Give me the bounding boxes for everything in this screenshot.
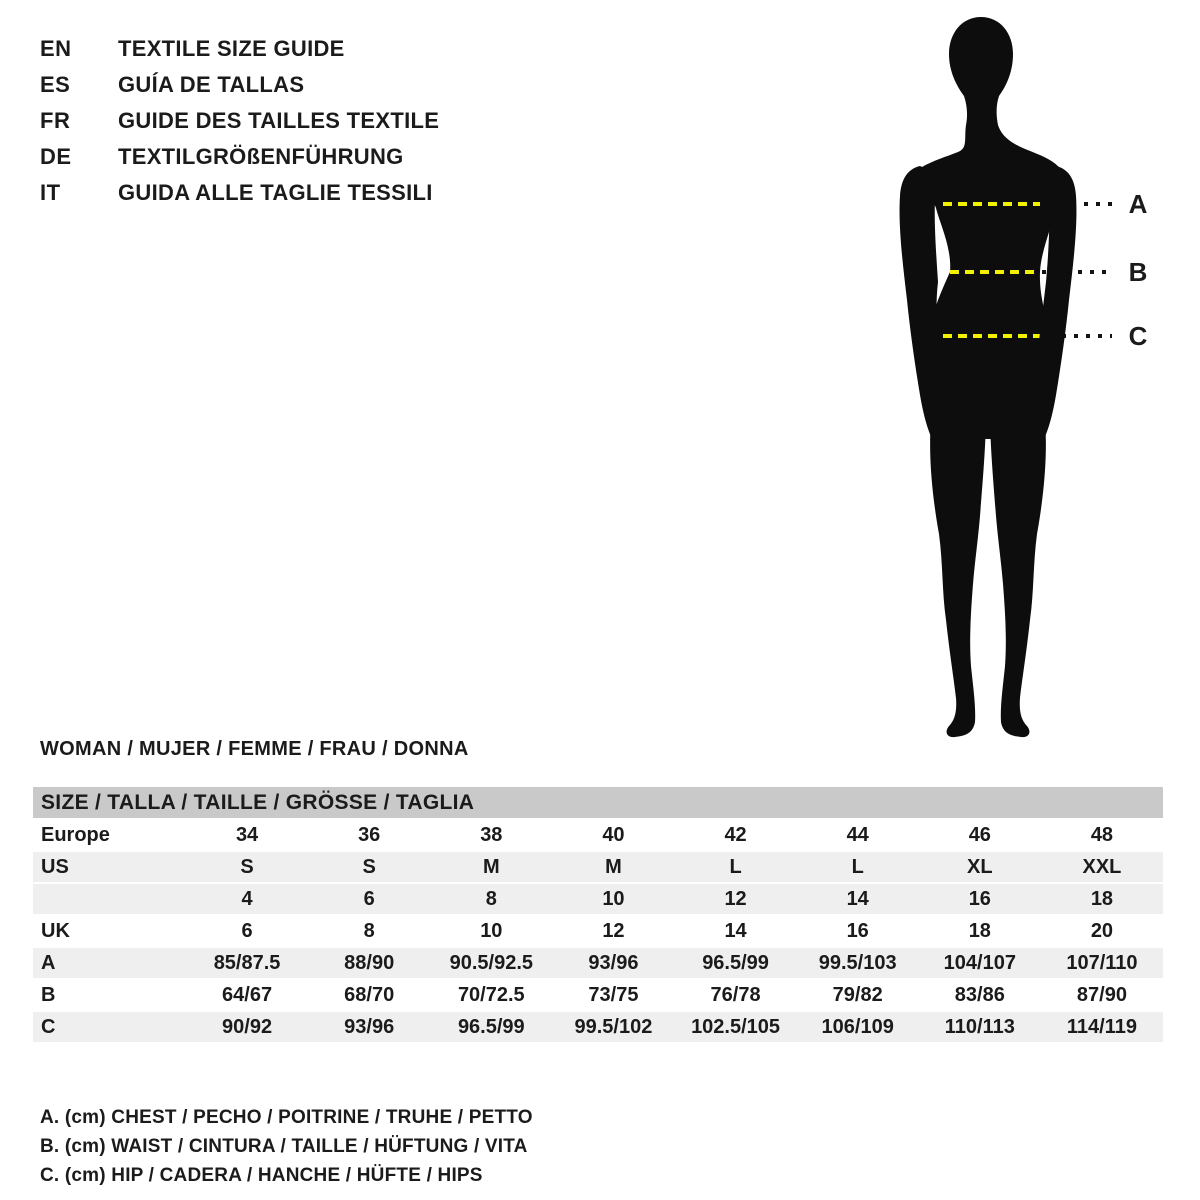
size-cell: 79/82: [832, 983, 883, 1006]
silhouette-right-leg: [990, 406, 1046, 737]
row-label: C: [33, 1011, 186, 1043]
size-cell: 18: [1041, 883, 1163, 915]
size-cell: 110/113: [919, 1011, 1041, 1043]
size-table: [33, 787, 1163, 1044]
size-cell: 12: [602, 919, 625, 942]
language-code: EN: [40, 36, 72, 61]
size-cell: 99.5/103: [797, 947, 919, 979]
language-title-list: [40, 31, 439, 211]
size-cell: M: [430, 851, 552, 883]
row-label: A: [33, 947, 186, 979]
legend-line-c: C. (cm) HIP / CADERA / HANCHE / HÜFTE / HIPS: [40, 1165, 483, 1186]
size-cell: 88/90: [308, 947, 430, 979]
size-cell: 38: [480, 823, 503, 846]
size-cell: 114/119: [1041, 1011, 1163, 1043]
size-cell: L: [797, 851, 919, 883]
size-cell: 34: [235, 823, 259, 846]
row-label: Europe: [41, 823, 110, 846]
size-cell: 16: [846, 919, 869, 942]
size-table-row-us: [33, 851, 1163, 883]
language-row-en: [40, 31, 439, 67]
language-row-es: [40, 67, 439, 103]
woman-silhouette-figure: [860, 8, 1160, 748]
size-table-row-b: [33, 979, 1163, 1011]
size-cell: 6: [308, 883, 430, 915]
size-cell: 99.5/102: [552, 1011, 674, 1043]
size-cell: 90/92: [186, 1011, 308, 1043]
size-cell: 40: [602, 823, 625, 846]
size-cell: 107/110: [1041, 947, 1163, 979]
size-cell: 6: [241, 919, 253, 942]
size-cell: 44: [846, 823, 869, 846]
row-label: B: [41, 983, 56, 1006]
size-cell: 20: [1090, 919, 1114, 942]
size-cell: 85/87.5: [186, 947, 308, 979]
size-cell: 36: [358, 823, 381, 846]
size-cell: 10: [552, 883, 674, 915]
row-label: [33, 883, 186, 915]
size-cell: 93/96: [552, 947, 674, 979]
legend-line-a: A. (cm) CHEST / PECHO / POITRINE / TRUHE / PETTO: [40, 1107, 533, 1128]
size-cell: 68/70: [344, 983, 395, 1006]
guide-title-text: TEXTILGRÖßENFÜHRUNG: [118, 144, 404, 169]
size-cell: 48: [1090, 823, 1114, 846]
size-cell: 10: [480, 919, 503, 942]
size-cell: XXL: [1041, 851, 1163, 883]
size-cell: 42: [724, 823, 747, 846]
measure-label-c: C: [1128, 321, 1148, 351]
size-cell: 104/107: [919, 947, 1041, 979]
guide-title-text: GUÍA DE TALLAS: [118, 72, 305, 97]
size-cell: 18: [968, 919, 991, 942]
size-cell: 93/96: [308, 1011, 430, 1043]
size-cell: 12: [675, 883, 797, 915]
row-label: US: [33, 851, 186, 883]
size-cell: 14: [797, 883, 919, 915]
size-cell: 83/86: [954, 983, 1005, 1006]
size-cell: 4: [186, 883, 308, 915]
size-table-row-c: [33, 1011, 1163, 1043]
row-label: UK: [41, 919, 70, 942]
size-cell: 16: [919, 883, 1041, 915]
measure-label-b: B: [1128, 257, 1148, 287]
language-row-de: [40, 139, 439, 175]
size-cell: XL: [919, 851, 1041, 883]
size-table-row-us-numeric: [33, 883, 1163, 915]
language-code: ES: [40, 72, 71, 97]
measurement-legend: [40, 1103, 533, 1190]
guide-title-text: GUIDA ALLE TAGLIE TESSILI: [118, 180, 433, 205]
size-cell: 14: [724, 919, 747, 942]
size-table-row-europe: [33, 819, 1163, 851]
language-code: FR: [40, 108, 71, 133]
size-cell: 46: [968, 823, 991, 846]
size-table-header: SIZE / TALLA / TAILLE / GRÖSSE / TAGLIA: [33, 787, 1163, 819]
size-cell: 8: [363, 919, 375, 942]
size-cell: L: [675, 851, 797, 883]
size-cell: 102.5/105: [675, 1011, 797, 1043]
size-cell: 8: [430, 883, 552, 915]
size-cell: 73/75: [588, 983, 639, 1006]
size-table-row-uk: [33, 915, 1163, 947]
language-code: DE: [40, 144, 72, 169]
size-cell: 96.5/99: [430, 1011, 552, 1043]
section-title: WOMAN / MUJER / FEMME / FRAU / DONNA: [40, 738, 469, 760]
silhouette-left-leg: [930, 406, 986, 737]
guide-title-text: GUIDE DES TAILLES TEXTILE: [118, 108, 440, 133]
size-cell: 64/67: [222, 983, 273, 1006]
legend-line-b: B. (cm) WAIST / CINTURA / TAILLE / HÜFTUNG / VITA: [40, 1136, 528, 1157]
size-cell: M: [552, 851, 674, 883]
size-cell: 106/109: [797, 1011, 919, 1043]
size-table-row-a: [33, 947, 1163, 979]
guide-title-text: TEXTILE SIZE GUIDE: [118, 36, 345, 61]
size-cell: S: [186, 851, 308, 883]
size-cell: S: [308, 851, 430, 883]
measure-label-a: A: [1128, 189, 1148, 219]
language-code: IT: [40, 180, 61, 205]
size-cell: 90.5/92.5: [430, 947, 552, 979]
size-cell: 87/90: [1076, 983, 1127, 1006]
size-cell: 76/78: [710, 983, 761, 1006]
language-row-fr: [40, 103, 439, 139]
language-row-it: [40, 175, 439, 211]
size-cell: 96.5/99: [675, 947, 797, 979]
size-cell: 70/72.5: [457, 983, 525, 1006]
size-table-header-row: [33, 787, 1163, 819]
